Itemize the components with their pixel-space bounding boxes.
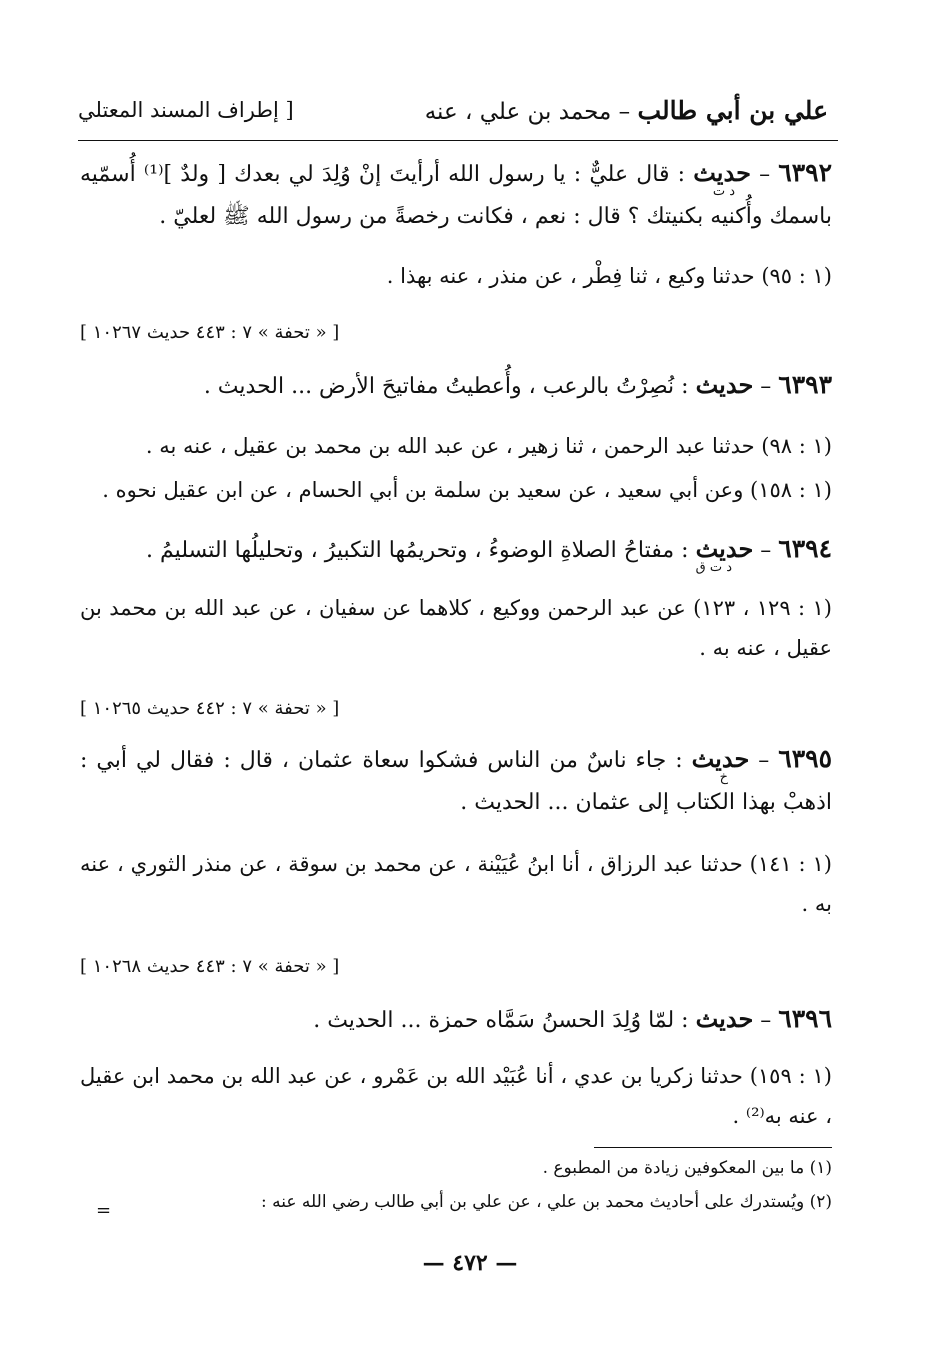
tuhfa-reference: [ « تحفة » ٧ : ٤٤٢ حديث ١٠٢٦٥ ] — [80, 698, 340, 719]
hadith-6393: ٦٣٩٣ – حديث : نُصِرْتُ بالرعب ، وأُعطيتُ مفاتيحَ الأرض ... الحديث . — [203, 370, 832, 399]
hadith-text: : نُصِرْتُ بالرعب ، وأُعطيتُ مفاتيحَ الأرض ... الحديث . — [203, 374, 696, 399]
tuhfa-reference: [ « تحفة » ٧ : ٤٤٣ حديث ١٠٢٦٧ ] — [80, 322, 340, 343]
header-rule — [78, 140, 838, 141]
hadith-keyword: حديث — [691, 744, 750, 773]
hadith-sigla: خ — [719, 770, 728, 785]
footnote-rule — [594, 1147, 832, 1148]
hadith-number: ٦٣٩٢ — [778, 158, 833, 187]
hadith-number: ٦٣٩٥ — [778, 744, 832, 773]
hadith-text: : جاء ناسٌ من الناس فشكوا سعاة عثمان ، قال : فقال لي أبي : اذهبْ بهذا الكتاب إلى عثمان ... الحديث . — [80, 748, 832, 815]
hadith-keyword: حديث — [695, 370, 754, 399]
tuhfa-reference: [ « تحفة » ٧ : ٤٤٣ حديث ١٠٢٦٨ ] — [80, 956, 340, 977]
header-subtitle: – محمد بن علي ، عنه — [424, 99, 638, 125]
running-header-left: [ إطراف المسند المعتلي — [78, 98, 294, 122]
hadith-sigla: د ت — [712, 184, 735, 199]
hadith-text: : مفتاحُ الصلاةِ الوضوءُ ، وتحريمُها التكبيرُ ، وتحليلُها التسليمُ . — [146, 538, 696, 563]
hadith-number: ٦٣٩٦ — [778, 1004, 832, 1033]
hadith-source: (١ : ٩٨) حدثنا عبد الرحمن ، ثنا زهير ، عن عبد الله بن محمد بن عقيل ، عنه به . — [145, 434, 832, 458]
hadith-source: (١ : ١٢٩ ، ١٢٣) عن عبد الرحمن ووكيع ، كلاهما عن سفيان ، عن عبد الله بن محمد بن عقيل ، عنه به . — [80, 596, 832, 660]
hadith-text: : قال عليٌّ : يا رسول الله أرأيتَ إنْ وُلِدَ لي بعدك [ ولدٌ ]⁽¹⁾ أُسمّيه باسمك وأُكنيه بكنيتك ؟ قال : نعم ، فكانت رخصةً من رسول الله ﷺ لعليّ . — [80, 162, 832, 229]
continuation-mark: = — [96, 1200, 112, 1221]
footnote-1: (١) ما بين المعكوفين زيادة من المطبوع . — [542, 1158, 832, 1178]
hadith-number: ٦٣٩٤ — [778, 534, 832, 563]
running-header-right — [425, 96, 828, 125]
hadith-source: (١ : ٩٥) حدثنا وكيع ، ثنا فِطْر ، عن منذر ، عنه بهذا . — [386, 264, 832, 288]
hadith-keyword: حديث — [695, 1004, 754, 1033]
hadith-source: (١ : ١٥٨) وعن أبي سعيد ، عن سعيد بن سلمة بن أبي الحسام ، عن ابن عقيل نحوه . — [102, 478, 832, 502]
page-number: — ٤٧٢ — — [422, 1250, 518, 1276]
hadith-source: (١ : ١٥٩) حدثنا زكريا بن عدي ، أنا عُبَيْد الله بن عَمْرو ، عن عبد الله بن محمد ابن عقيل ، عنه به⁽²⁾ . — [80, 1064, 832, 1128]
hadith-6395: ٦٣٩٥ – حديث : جاء ناسٌ من الناس فشكوا سعاة عثمان ، قال : فقال لي أبي : اذهبْ بهذا الكتاب إلى عثمان ... الحديث . — [80, 744, 832, 815]
hadith-keyword: حديث — [695, 534, 754, 563]
hadith-number: ٦٣٩٣ — [778, 370, 832, 399]
hadith-text: : لمّا وُلِدَ الحسنُ سَمَّاه حمزة ... الحديث . — [313, 1008, 696, 1033]
hadith-keyword: حديث — [693, 158, 751, 187]
hadith-source: (١ : ١٤١) حدثنا عبد الرزاق ، أنا ابنُ عُيَيْنة ، عن محمد بن سوقة ، عن منذر الثوري ، عنه به . — [80, 852, 832, 916]
hadith-sigla: د ت ق — [695, 560, 732, 575]
hadith-6392: ٦٣٩٢ – حديث : قال عليٌّ : يا رسول الله أرأيتَ إنْ وُلِدَ لي بعدك [ ولدٌ ]⁽¹⁾ أُسمّيه باسمك وأُكنيه بكنيتك ؟ قال : نعم ، فكانت رخصةً من رسول الله ﷺ لعليّ . — [80, 158, 833, 229]
hadith-6396: ٦٣٩٦ – حديث : لمّا وُلِدَ الحسنُ سَمَّاه حمزة ... الحديث . — [313, 1004, 832, 1033]
hadith-6394: ٦٣٩٤ – حديث : مفتاحُ الصلاةِ الوضوءُ ، وتحريمُها التكبيرُ ، وتحليلُها التسليمُ . — [146, 534, 832, 563]
header-bold-title: علي بن أبي طالب — [637, 96, 828, 125]
footnote-2: (٢) ويُستدرك على أحاديث محمد بن علي ، عن علي بن أبي طالب رضي الله عنه : — [260, 1192, 832, 1212]
